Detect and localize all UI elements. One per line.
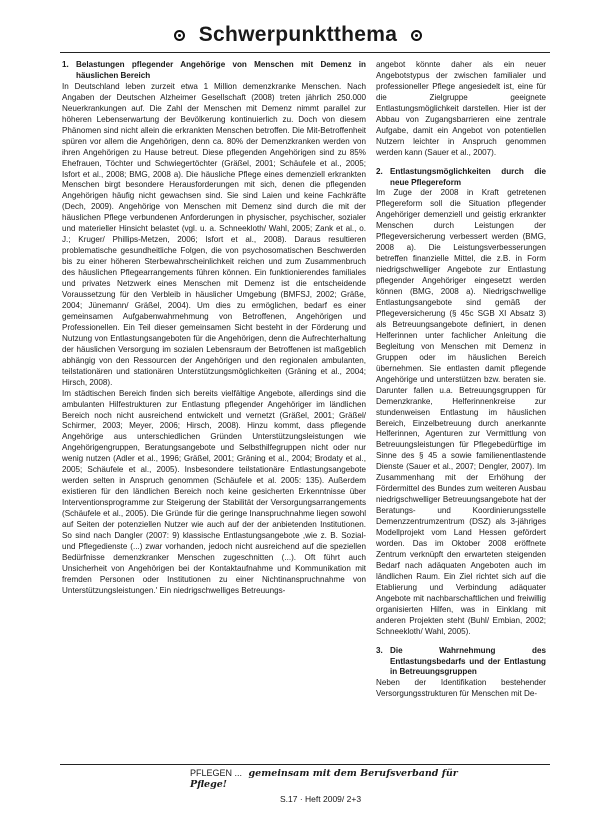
left-column xyxy=(62,60,366,760)
footer-slogan: gemeinsam mit dem Berufsverband für Pflege! xyxy=(190,768,458,790)
heading-2-text: Entlastungsmöglichkeiten durch die neue Pflegereform xyxy=(390,166,546,187)
page-number: S.17 · Heft 2009/ 2+3 xyxy=(280,794,362,804)
heading-2-number: 2. xyxy=(376,166,383,176)
heading-1 xyxy=(62,60,366,82)
heading-1-number: 1. xyxy=(62,60,69,69)
heading-1-text: Belastungen pflegender Angehörige von Menschen mit Demenz in häuslichen Bereich xyxy=(76,60,366,80)
page-footer xyxy=(190,768,490,804)
paragraph-4: Neben der Identifikation bestehender Versorgungsstrukturen für Menschen mit De- xyxy=(376,678,546,699)
target-ornament-icon xyxy=(411,30,422,41)
heading-3-number: 3. xyxy=(376,645,383,655)
section-title: Schwerpunktthema xyxy=(198,23,398,46)
right-column xyxy=(376,60,546,760)
target-ornament-icon xyxy=(174,30,185,41)
heading-3-text: Die Wahrnehmung des Entlastungsbedarfs und der Entlastung in Betreuungsgruppen xyxy=(390,645,546,677)
page-header xyxy=(60,20,536,50)
paragraph-1: In Deutschland leben zurzeit etwa 1 Million demenzkranke Menschen. Nach Angaben der Deutschen Alzheimer Gesellschaft (2008) treten jährlich 250.000 Neuerkrankungen auf. Die Zahl der Menschen mit Demenz nimmt parallel zur höheren Lebenserwartung der Bevölkerung kontinuierlich zu. Doch von diesem Phänomen sind nicht allein die erkrankten Menschen betroffen. Die Mit-Betroffenheit spüren vor allem die Angehörigen, denn ca. 80% der Demenzkranken werden von ihren Angehörigen zu Hause betreut. Diese pflegenden Angehörigen sind zu 85% Ehefrauen, Töchter und Schwiegertöchter (Gräßel, 2001; Schäufele et al., 2005; Isfort et al., 2008; BMG, 2008 a). Die häusliche Pflege eines demenziell erkrankten Menschen birgt besondere Herausforderungen mit sich, denen die pflegenden Angehörigen häufig nicht gewachsen sind. Sie sind Laien und keine Fachkräfte (Dech, 2009). Angehörige von Menschen mit Demenz sind durch die mit der häuslichen Pflege verbundenen Anforderungen in physischer, psychischer, sozialer und materieller Hinsicht belastet (vgl. u. a. Schneekloth/ Wahl, 2005; Zank et al., o. J.; Kruger/ Phillips-Metzen, 2006; Isfort et al., 2008). Daraus resultieren problematische gesundheitliche Folgen, die von psychosomatischen Beschwerden bis zu einer höheren Sterbewahrscheinlichkeit reichen und zum Zusammenbruch des häuslichen Pflegearrangements führen können. Ein funktionierendes familiales und privates Netzwerk eines Menschen mit Demenz ist die entscheidende Voraussetzung für den Verbleib in häuslicher Umgebung (BMFSJ, 2002; Gräße, 2004; Jünemann/ Gräßel, 2004). Um dies zu ermöglichen, bedarf es einer gemeinsamen Aufgabenwahrnehmung von Betroffenen, Angehörigen und Professionellen. Ein Teil dieser gemeinsamen Sicht besteht in der Förderung und Nutzung von Entlastungsangeboten für die Angehörigen, denn die Aufrechterhaltung der häuslichen Versorgung im sozialen Lebensraum der Betroffenen ist maßgeblich abhängig von den Ressourcen der Angehörigen und den regionalen ambulanten, teilstationären und stationären Unterstützungsmöglichkeiten (Gräning et al., 2004; Hirsch, 2008). xyxy=(62,81,366,387)
paragraph-continued: angebot könnte daher als ein neuer Angebotstypus der zwischen familialer und professioneller Pflege angesiedelt ist, eine für die Zielgruppe geeignete Entlastungsmöglichkeit darstellen. Hier ist der Abbau von Zugangsbarrieren eine zentrale Aufgabe, damit ein Angebot von potentiellen Nutzern leichter in Anspruch genommen werden kann (Sauer et al., 2007). xyxy=(376,60,546,157)
paragraph-3: Im Zuge der 2008 in Kraft getretenen Pflegereform soll die Situation pflegender Angehöriger demenziell und geistig erkrankter Menschen durch Leistungen der Pflegeversicherung verbessert werden (BMG, 2008 a). Die Leistungsverbesserungen betreffen finanzielle Mittel, die z.B. in Form niedrigschwelliger Angebote zur Entlastung pflegender Angehöriger eingesetzt werden können (BMG, 2008 a). Niedrigschwellige Entlastungsangebote sind gemäß der Pflegeversicherung (§ 45c SGB XI Absatz 3) als Betreuungsangebote definiert, in denen Helferinnen unter fachlicher Anleitung die Begleitung von Menschen mit Demenz in Gruppen oder im häuslichen Bereich übernehmen. Sie entlasten damit pflegende Angehörige und unterstützen bzw. beraten sie. Darunter fallen u.a. Betreuungsgruppen für Demenzkranke, Helferinnenkreise zur stundenweisen Entlastung im häuslichen Bereich, Einzelbetreuung durch anerkannte Helferinnen, Agenturen zur Vermittlung von Betreuungsleistungen für Pflegebedürftige im Sinne des § 45 a sowie familienentlastende Dienste (Sauer et al., 2007; Dengler, 2007). Im Zusammenhang mit der Erhöhung der Fördermittel des Bundes zum weiteren Ausbau niedrigschwelliger Betreuungsangebote hat der Beratungs- und Koordinierungsstelle Demenzzentrumzentrum (DSZ) als 3-jähriges Modellprojekt vom Land Hessen gefördert worden. Das im Oktober 2008 eröffnete Zentrum verknüpft den erwarteten steigenden Bedarf nach adäquaten Angeboten auch im ländlichen Raum. Ein Ziel richtet sich auf die Etablierung und Verbindung adäquater Angebote mit nachbarschaftlichen und freiwillig organisierten Hilfen, was in Einklang mit anderen Projekten steht (Buhl/ Embian, 2002; Schneekloth/ Wahl, 2005). xyxy=(376,188,546,636)
footer-rule xyxy=(60,764,550,765)
header-rule xyxy=(60,52,550,53)
heading-2 xyxy=(376,167,546,189)
footer-brand: PFLEGEN ... xyxy=(190,768,243,778)
heading-3 xyxy=(376,646,546,679)
paragraph-2: Im städtischen Bereich finden sich bereits vielfältige Angebote, allerdings sind die ambulanten Hilfestrukturen zur Entlastung pflegender Angehöriger im ländlichen Bereich noch nicht ausreichend entwickelt und vernetzt (Gräßel, 2001; Gräßel/ Schirmer, 2003; Meyer, 2006; Hirsch, 2008). Hinzu kommt, dass pflegende Angehörige aus unterschiedlichen Gründen Unterstützungsleistungen wie Angehörigengruppen, Beratungsangebote und Selbsthilfegruppen nicht oder nur wenig nutzen (Adler et al., 1996; Gräßel, 2001; Gräning et al., 2004; Brodaty et al., 2005; Schäufele et al., 2005). Insbesondere teilstationäre Entlastungsangebote werden selten in Anspruch genommen (Schäufele et al. 2005: 135). Außerdem existieren für den ländlichen Bereich noch keine gesicherten Erkenntnisse über Interventionsprogramme zur Steigerung der Stabilität der Versorgungsarrangements (Schäufele et al., 2005). Die Gründe für die geringe Inanspruchnahme liegen sowohl auf Seiten der potenziellen Nutzer wie auch auf der der anbietenden Institutionen. So sind nach Dangler (2007: 9) klassische Entlastungsangebote ,wie z. B. Sozial- und Pflegedienste (...) zwar vorhanden, jedoch nicht ausreichend auf die speziellen Bedürfnisse demenzkranker Menschen zugeschnitten (...). Oft führt auch Unsicherheit von Angehörigen bei der Kontaktaufnahme und Kommunikation mit fremden Personen oder Institutionen zu einer Nichtinanspruchnahme von Unterstützungsleistungen.' Ein niedrigschwelliges Betreuungs- xyxy=(62,388,366,595)
